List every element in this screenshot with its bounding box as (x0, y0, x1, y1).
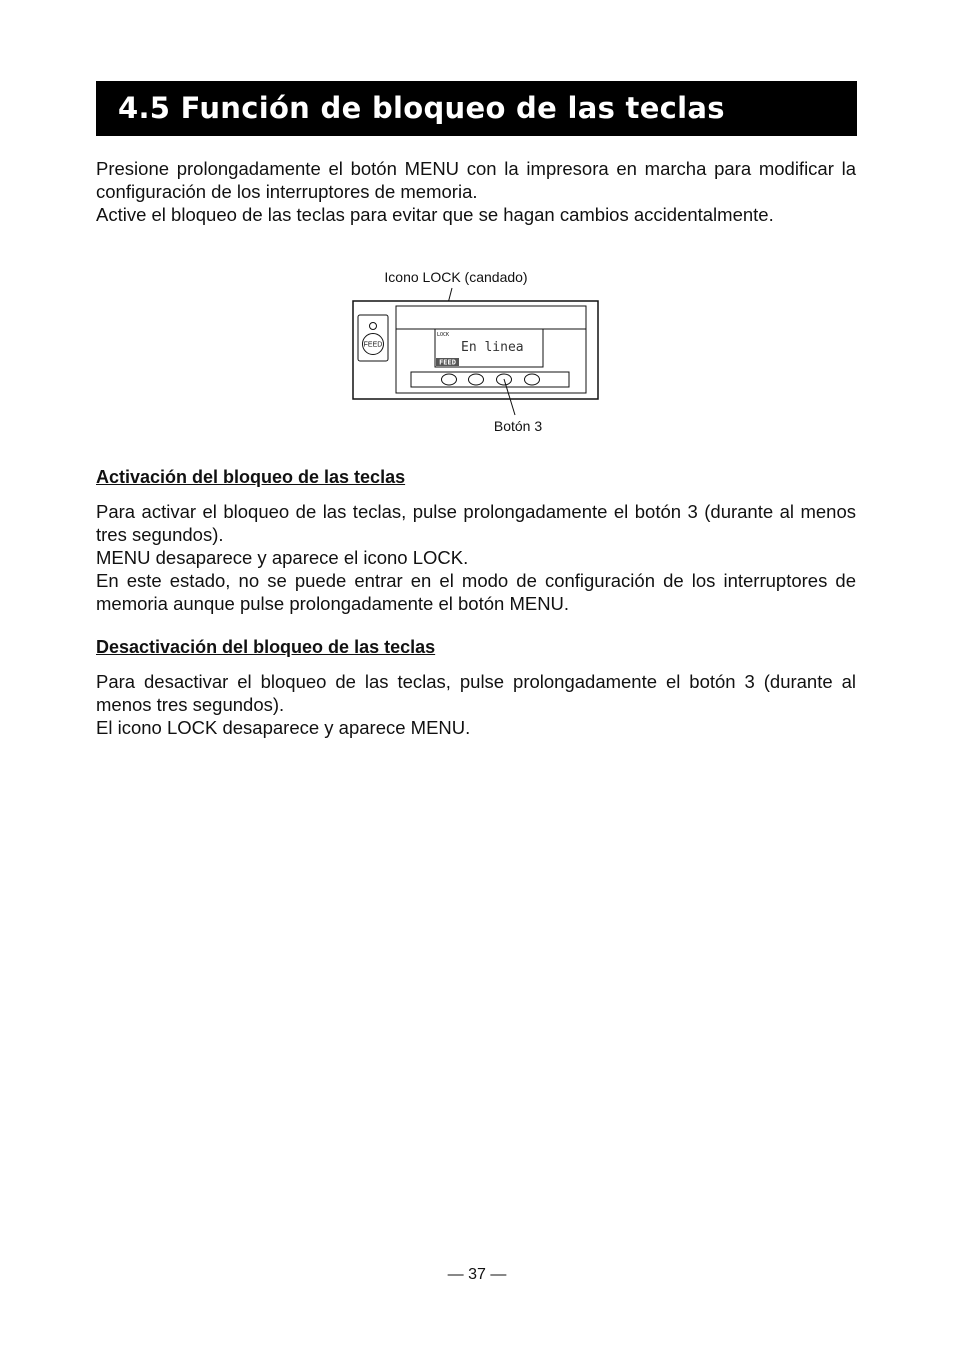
page-number: — 37 — (447, 1266, 507, 1283)
lock-icon-callout: Icono LOCK (candado) (384, 269, 528, 285)
lcd-status-text: En linea (461, 340, 524, 355)
deactivation-paragraph-1: Para desactivar el bloqueo de las teclas, pulse prolongadamente el botón 3 (durante al menos tres segundos). (96, 671, 856, 715)
button-3-callout: Botón 3 (493, 418, 543, 434)
activation-paragraph-1: Para activar el bloqueo de las teclas, pulse prolongadamente el botón 3 (durante al menos tres segundos). (96, 501, 856, 545)
section-title-bar (96, 81, 857, 136)
button-2[interactable] (469, 374, 484, 385)
section-title: 4.5 Función de bloqueo de las teclas (118, 91, 725, 125)
deactivation-paragraph-2: El icono LOCK desaparece y aparece MENU. (96, 717, 471, 738)
lock-indicator-icon: LOCK (437, 332, 450, 338)
button-strip (411, 372, 569, 387)
activation-paragraph-2: MENU desaparece y aparece el icono LOCK. (96, 547, 469, 568)
intro-text (96, 157, 856, 226)
activation-text (96, 500, 856, 615)
deactivation-text (96, 670, 856, 739)
control-panel-figure (340, 262, 620, 438)
activation-paragraph-3: En este estado, no se puede entrar en el modo de configuración de los interruptores de memoria aunque pulse prolongadamente el botón MENU. (96, 570, 856, 614)
feed-button-label: FEED (363, 341, 383, 349)
intro-paragraph-1: Presione prolongadamente el botón MENU con la impresora en marcha para modificar la configuración de los interruptores de memoria. (96, 158, 856, 202)
intro-paragraph-2: Active el bloqueo de las teclas para evitar que se hagan cambios accidentalmente. (96, 204, 774, 225)
button-4[interactable] (525, 374, 540, 385)
button-1[interactable] (442, 374, 457, 385)
power-led-icon (370, 323, 377, 330)
feed-indicator-text: FEED (439, 358, 456, 367)
deactivation-heading: Desactivación del bloqueo de las teclas (96, 637, 436, 657)
activation-heading: Activación del bloqueo de las teclas (96, 467, 406, 487)
